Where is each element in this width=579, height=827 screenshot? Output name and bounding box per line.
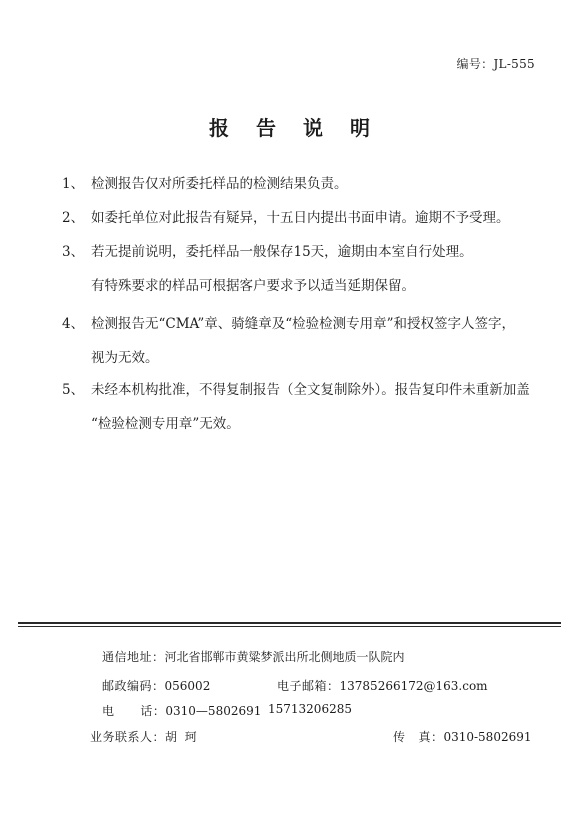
fax-value: 0310-5802691 xyxy=(443,730,532,744)
note-number: 4、 xyxy=(62,316,85,332)
document-number: 编号：JL-555 xyxy=(456,57,535,71)
note-number: 3、 xyxy=(62,244,85,260)
contact-postcode xyxy=(102,677,210,694)
footer-divider-thick xyxy=(18,622,561,624)
phone-value: 0310—5802691 xyxy=(165,704,262,718)
note-text-continued: 有特殊要求的样品可根据客户要求予以适当延期保留。 xyxy=(91,278,415,294)
note-text: 未经本机构批准，不得复制报告（全文复制除外）。报告复印件未重新加盖 xyxy=(91,382,530,398)
contact-email xyxy=(277,677,488,694)
page-title: 报告说明 xyxy=(209,116,397,140)
postcode-label: 邮政编码： xyxy=(102,679,165,693)
contact-address xyxy=(102,648,405,665)
email-label: 电子邮箱： xyxy=(277,679,340,693)
postcode-value: 056002 xyxy=(164,679,211,693)
contact-phone xyxy=(102,702,261,719)
fax-label: 传 真： xyxy=(393,730,444,744)
phone-label: 电 话： xyxy=(102,704,166,718)
note-number: 5、 xyxy=(62,382,85,398)
note-number: 1、 xyxy=(62,176,85,192)
contact-phone-mobile xyxy=(268,702,352,716)
contact-fax xyxy=(393,728,532,745)
note-number: 2、 xyxy=(62,210,85,226)
phone2-value: 15713206285 xyxy=(268,702,352,716)
note-text: 检测报告仅对所委托样品的检测结果负责。 xyxy=(91,176,348,192)
note-text: 若无提前说明，委托样品一般保存15天，逾期由本室自行处理。 xyxy=(91,244,473,260)
note-text-continued: “检验检测专用章”无效。 xyxy=(91,416,240,432)
address-value: 河北省邯郸市黄粱梦派出所北侧地质一队院内 xyxy=(164,650,405,664)
note-text-continued: 视为无效。 xyxy=(91,350,159,366)
email-value: 13785266172@163.com xyxy=(339,679,488,693)
person-label: 业务联系人： xyxy=(90,730,166,744)
note-text: 如委托单位对此报告有疑异，十五日内提出书面申请。逾期不予受理。 xyxy=(91,210,510,226)
person-value: 胡 珂 xyxy=(165,730,197,744)
address-label: 通信地址： xyxy=(102,650,165,664)
note-text: 检测报告无“CMA”章、骑缝章及“检验检测专用章”和授权签字人签字， xyxy=(91,316,516,332)
footer-divider-thin xyxy=(18,626,561,627)
contact-person xyxy=(90,728,197,745)
